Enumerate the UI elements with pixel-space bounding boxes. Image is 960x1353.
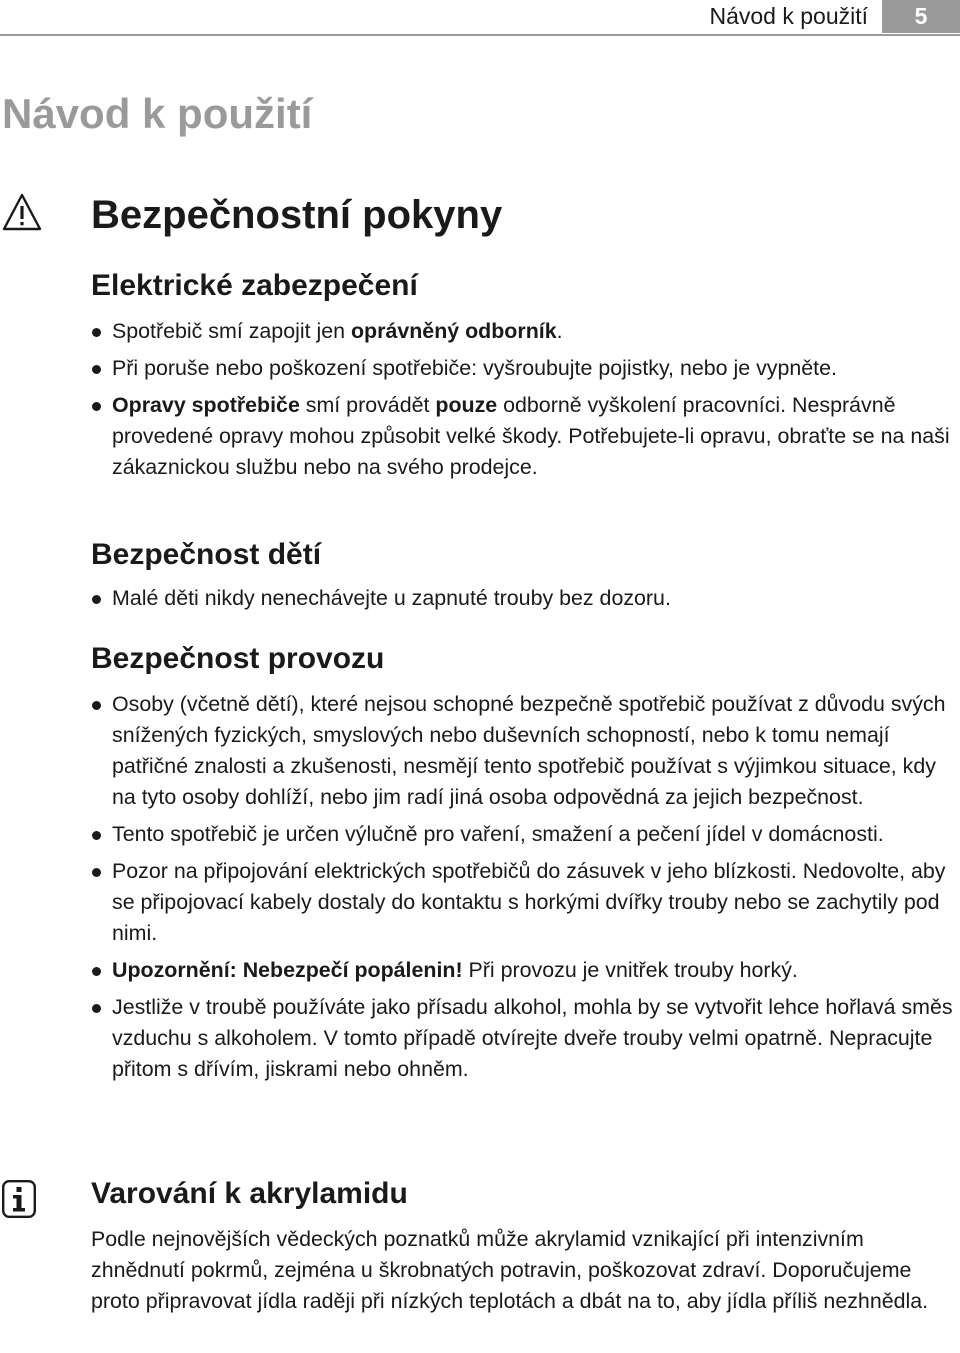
bullet-list	[91, 316, 957, 483]
section-children	[91, 537, 957, 620]
section-heading: Bezpečnost provozu	[91, 642, 385, 675]
section-heading: Bezpečnost dětí	[91, 538, 322, 571]
section-acrylamide	[91, 1176, 957, 1317]
page-header	[0, 0, 960, 36]
list-item: Opravy spotřebiče smí provádět pouze odborně vyškolení pracovníci. Nesprávně provedené opravy mohou způsobit velké škody. Potřebujete-li opravu, obraťte se na naši zákaznickou službu nebo na svého prodejce.	[91, 390, 957, 483]
warning-triangle-icon	[2, 193, 42, 231]
list-item: Tento spotřebič je určen výlučně pro vaření, smažení a pečení jídel v domácnosti.	[91, 819, 957, 850]
list-item: Upozornění: Nebezpečí popálenin! Při provozu je vnitřek trouby horký.	[91, 955, 957, 986]
bullet-list	[91, 583, 957, 614]
list-item: Spotřebič smí zapojit jen oprávněný odborník.	[91, 316, 957, 347]
list-item: Osoby (včetně dětí), které nejsou schopné bezpečně spotřebič používat z důvodu svých snížených fyzických, smyslových nebo duševních schopností, nebo k tomu nemají patřičné znalosti a zkušenosti, nesmějí tento spotřebič používat s výjimkou situace, kdy na tyto osoby dohlíží, nebo jim radí jiná osoba odpovědná za jejich bezpečnost.	[91, 689, 957, 813]
header-divider	[0, 34, 960, 36]
list-item: Při poruše nebo poškození spotřebiče: vyšroubujte pojistky, nebo je vypněte.	[91, 353, 957, 384]
section-heading: Varování k akrylamidu	[91, 1177, 408, 1210]
section-operation	[91, 641, 957, 1091]
bullet-list	[91, 689, 957, 1085]
document-title: Návod k použití	[2, 90, 313, 137]
list-item: Jestliže v troubě používáte jako přísadu alkohol, mohla by se vytvořit lehce hořlavá směs vzduchu s alkoholem. V tomto případě otvírejte dveře trouby velmi opatrně. Nepracujte přitom s dřívím, jiskrami nebo ohněm.	[91, 992, 957, 1085]
main-heading: Bezpečnostní pokyny	[91, 193, 503, 237]
section-electrical	[91, 268, 957, 489]
list-item: Pozor na připojování elektrických spotřebičů do zásuvek v jeho blízkosti. Nedovolte, aby se připojovací kabely dostaly do kontaktu s horkými dvířky trouby nebo se zachytily pod nimi.	[91, 856, 957, 949]
list-item: Malé děti nikdy nenechávejte u zapnuté trouby bez dozoru.	[91, 583, 957, 614]
header-title: Návod k použití	[709, 3, 868, 29]
section-heading: Elektrické zabezpečení	[91, 269, 418, 302]
paragraph: Podle nejnovějších vědeckých poznatků může akrylamid vznikající při intenzivním zhnědnutí pokrmů, zejména u škrobnatých potravin, poškozovat zdraví. Doporučujeme proto připravovat jídla raději při nízkých teplotách a dbát na to, aby jídla příliš nezhnědla.	[91, 1227, 929, 1313]
page-number: 5	[882, 0, 960, 33]
info-icon	[2, 1180, 36, 1218]
